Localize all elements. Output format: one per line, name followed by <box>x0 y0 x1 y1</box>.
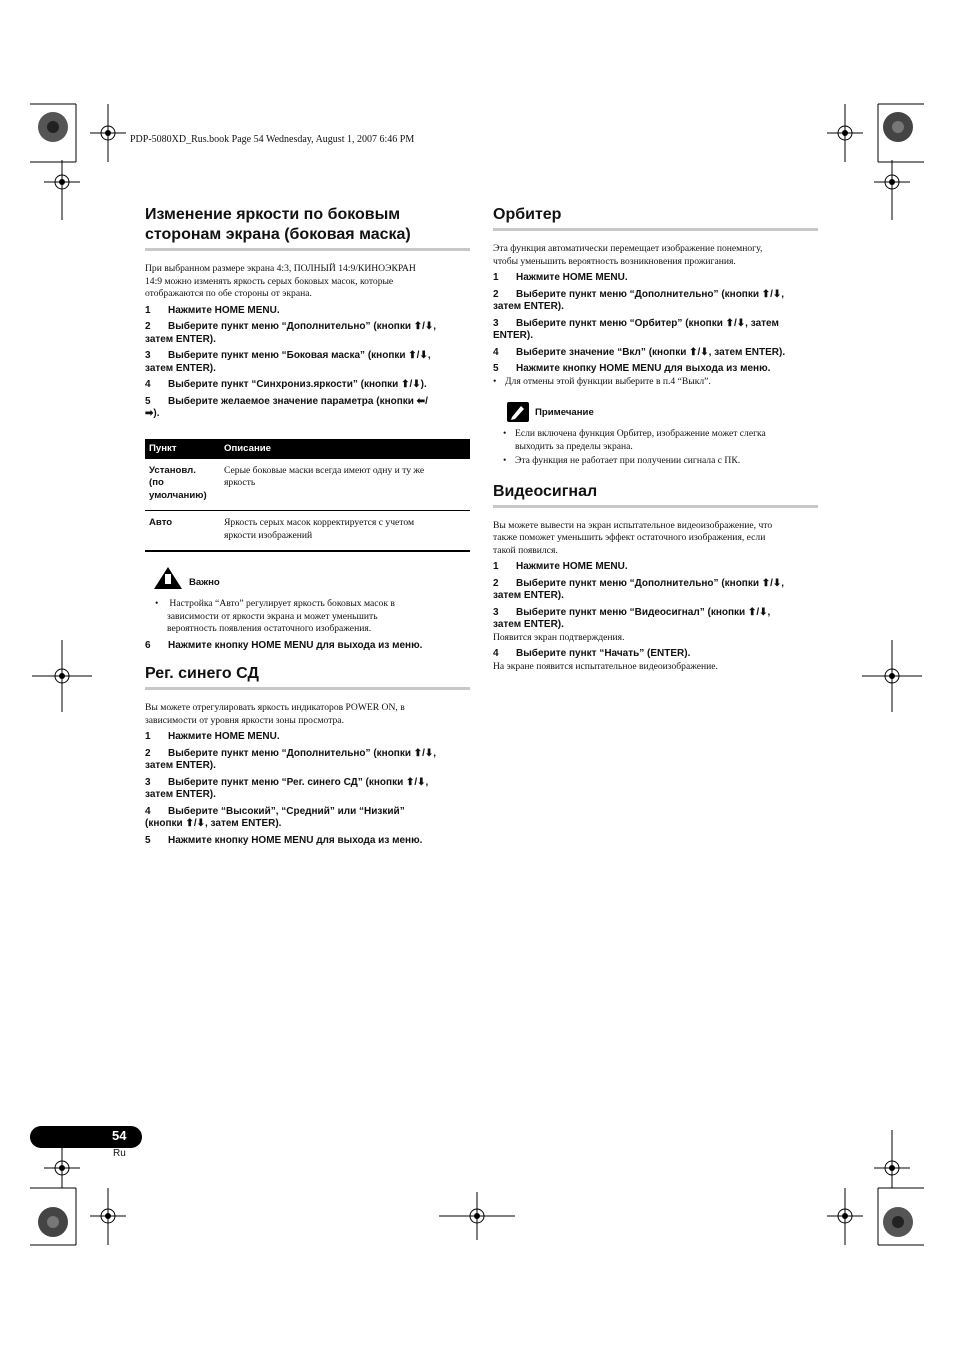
blue-led-steps <box>145 731 470 847</box>
orbiter-steps <box>493 272 818 376</box>
side-mask-intro: При выбранном размере экрана 4:3, ПОЛНЫЙ 14:9/КИНОЭКРАН 14:9 можно изменять яркость серых боковых масок, которые отображаются по обе стороны от экрана. <box>145 263 416 299</box>
important-heading: Важно <box>145 566 470 590</box>
pencil-note-icon <box>507 402 529 422</box>
table-header-item: Пункт <box>145 439 220 459</box>
section-rule <box>493 228 818 231</box>
side-mask-table <box>145 439 470 553</box>
side-mask-steps <box>145 305 470 421</box>
blue-led-intro: Вы можете отрегулировать яркость индикаторов POWER ON, в зависимости от уровня яркости зоны просмотра. <box>145 702 405 726</box>
step: 1 Нажмите HOME MENU. <box>493 272 628 283</box>
note-bullet: • Если включена функция Орбитер, изображение может слегка выходить за пределы экрана. <box>493 428 818 453</box>
video-signal-steps <box>493 561 818 673</box>
orbiter-cancel-note: • Для отмены этой функции выберите в п.4 “Выкл”. <box>493 376 818 389</box>
step: 5 Нажмите кнопку HOME MENU для выхода из меню. <box>493 363 771 374</box>
section-title-video-signal: Видеосигнал <box>493 482 598 500</box>
step: 3 Выберите пункт меню “Боковая маска” (кнопки ⬆/⬇, затем ENTER). <box>145 350 431 374</box>
left-column <box>145 205 470 847</box>
section-rule <box>145 687 470 690</box>
step: 4 Выберите значение “Вкл” (кнопки ⬆/⬇, затем ENTER). <box>493 346 786 358</box>
step: 2 Выберите пункт меню “Дополнительно” (кнопки ⬆/⬇, затем ENTER). <box>493 288 785 312</box>
file-info-header: PDP-5080XD_Rus.book Page 54 Wednesday, August 1, 2007 6:46 PM <box>130 134 415 145</box>
step: 2 Выберите пункт меню “Дополнительно” (кнопки ⬆/⬇, затем ENTER). <box>145 321 437 345</box>
note-bullets <box>493 428 818 468</box>
step: 1 Нажмите HOME MENU. <box>145 304 280 316</box>
section-title-side-mask: Изменение яркости по боковым сторонам экрана (боковая маска) <box>145 206 411 243</box>
video-signal-intro: Вы можете вывести на экран испытательное видеоизображение, что также поможет уменьшить эффект остаточного изображения, если такой появился. <box>493 519 773 556</box>
step: 4 Выберите пункт “Синхрониз.яркости” (кнопки ⬆/⬇). <box>145 379 427 390</box>
section-title-blue-led: Рег. синего СД <box>145 665 259 682</box>
step: 4 Выберите пункт “Начать” (ENTER). <box>493 648 691 659</box>
step: 3 Выберите пункт меню “Видеосигнал” (кнопки ⬆/⬇, затем ENTER). <box>493 606 771 630</box>
table-header-description: Описание <box>220 439 470 459</box>
step: 5 Нажмите кнопку HOME MENU для выхода из меню. <box>145 834 423 846</box>
language-code: Ru <box>113 1148 126 1159</box>
right-column <box>493 205 818 673</box>
note-heading: Примечание <box>493 402 818 422</box>
step: 1 Нажмите HOME MENU. <box>493 561 628 572</box>
section-title-orbiter: Орбитер <box>493 206 562 223</box>
step: 6 Нажмите кнопку HOME MENU для выхода из меню. <box>145 639 423 651</box>
step: 5 Выберите желаемое значение параметра (кнопки ⬅/ ➡). <box>145 395 428 419</box>
step: 2 Выберите пункт меню “Дополнительно” (кнопки ⬆/⬇, затем ENTER). <box>493 577 785 601</box>
important-bullet: • Настройка “Авто” регулирует яркость боковых масок в зависимости от яркости экрана и может уменьшить вероятность появления остаточного изображения. <box>145 598 470 636</box>
step: 3 Выберите пункт меню “Рег. синего СД” (кнопки ⬆/⬇, затем ENTER). <box>145 776 429 800</box>
page-number: 54 <box>112 1128 127 1143</box>
warning-icon <box>153 566 183 590</box>
section-rule <box>145 248 470 251</box>
step: 2 Выберите пункт меню “Дополнительно” (кнопки ⬆/⬇, затем ENTER). <box>145 747 437 771</box>
table-row: Установл. (по умолчанию) Серые боковые маски всегда имеют одну и ту же яркость <box>145 459 470 511</box>
step: 3 Выберите пункт меню “Орбитер” (кнопки ⬆/⬇, затем ENTER). <box>493 317 779 341</box>
step-result: Появится экран подтверждения. <box>493 631 625 643</box>
step: 4 Выберите “Высокий”, “Средний” или “Низкий” (кнопки ⬆/⬇, затем ENTER). <box>145 805 405 829</box>
table-row: Авто Яркость серых масок корректируется с учетом яркости изображений <box>145 511 470 552</box>
step: 1 Нажмите HOME MENU. <box>145 731 280 742</box>
orbiter-intro: Эта функция автоматически перемещает изображение понемногу, чтобы уменьшить вероятность возникновения прожигания. <box>493 243 763 267</box>
section-rule <box>493 505 818 508</box>
note-bullet: • Эта функция не работает при получении сигнала с ПК. <box>493 455 818 468</box>
step-result: На экране появится испытательное видеоизображение. <box>493 660 718 672</box>
